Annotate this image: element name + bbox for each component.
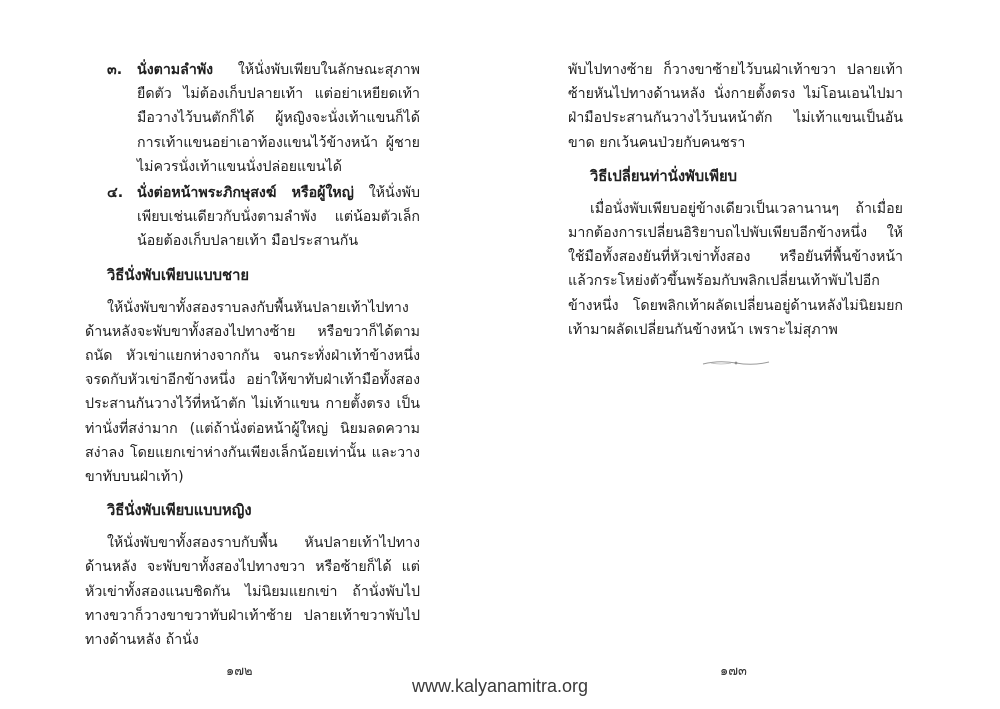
list-item-4 [85, 181, 420, 254]
list-item-3 [85, 58, 420, 179]
divider-ornament [568, 358, 903, 368]
continuation-paragraph: พับไปทางซ้าย ก็วางขาซ้ายไว้บนฝ่าเท้าขวา ปลายเท้าซ้ายหันไปทางด้านหลัง นั่งกายตั้งตรง ไม่โอนเอนไปมา ฝ่ามือประสานกันวางไว้บนหน้าตัก ไม่เท้าแขนเป็นอันขาด ยกเว้นคนป่วยกับคนชรา [568, 62, 903, 151]
page-number-right: ๑๗๓ [720, 664, 747, 679]
section-heading-female: วิธีนั่งพับเพียบแบบหญิง [107, 502, 252, 520]
item-number: ๔. [107, 185, 124, 202]
item-text: ให้นั่งพับเพียบในลักษณะสุภาพ ยืดตัว ไม่ต้องเก็บปลายเท้า แต่อย่าเหยียดเท้า มือวางไว้บนตักก็ได้ ผู้หญิงจะนั่งเท้าแขนก็ได้ การเท้าแขนอย่าเอาท้องแขนไว้ข้างหน้า ผู้ชายไม่ควรนั่งเท้าแขนนั่งปล่อยแขนได้ [137, 62, 420, 175]
section-body-male: ให้นั่งพับขาทั้งสองราบลงกับพื้นหันปลายเท้าไปทางด้านหลังจะพับขาทั้งสองไปทางซ้าย หรือขวาก็ได้ตามถนัด หัวเข่าแยกห่างจากกัน จนกระทั่งฝ่าเท้าข้างหนึ่งจรดกับหัวเข่าอีกข้างหนึ่ง อย่าให้ขาทับฝ่าเท้ามือทั้งสองประสานกันวางไว้ที่หน้าตัก ไม่เท้าแขน กายตั้งตรง เป็นท่านั่งที่สง่ามาก (แต่ถ้านั่งต่อหน้าผู้ใหญ่ นิยมลดความสง่าลง โดยแยกเข่าห่างกันเพียงเล็กน้อยเท่านั้น และวางขาทับบนฝ่าเท้า) [85, 299, 420, 486]
item-heading: นั่งต่อหน้าพระภิกษุสงฆ์ หรือผู้ใหญ่ [137, 185, 354, 202]
page-number-left: ๑๗๒ [226, 664, 253, 679]
footer-url[interactable]: www.kalyanamitra.org [411, 676, 589, 696]
section-heading-change: วิธีเปลี่ยนท่านั่งพับเพียบ [590, 167, 738, 185]
section-body-change: เมื่อนั่งพับเพียบอยู่ข้างเดียวเป็นเวลานานๆ ถ้าเมื่อยมากต้องการเปลี่ยนอิริยาบถไปพับเพียบอีกข้างหนึ่ง ให้ใช้มือทั้งสองยันที่หัวเข่าทั้งสอง หรือยันที่พื้นข้างหน้า แล้วกระโหย่งตัวขึ้นพร้อมกับพลิกเปลี่ยนเท้าพับไปอีกข้างหนึ่ง โดยพลิกเท้าผลัดเปลี่ยนอยู่ด้านหลังไม่นิยมยกเท้ามาผลัดเปลี่ยนกันข้างหน้า เพราะไม่สุภาพ [568, 200, 903, 338]
right-page [568, 58, 903, 368]
section-heading-male: วิธีนั่งพับเพียบแบบชาย [107, 266, 250, 284]
item-number: ๓. [107, 62, 123, 78]
ornament-icon [701, 358, 771, 368]
section-body-female: ให้นั่งพับขาทั้งสองราบกับพื้น หันปลายเท้าไปทางด้านหลัง จะพับขาทั้งสองไปทางขวา หรือซ้ายก็ได้ แต่หัวเข่าทั้งสองแนบชิดกัน ไม่นิยมแยกเข่า ถ้านั่งพับไปทางขวาก็วางขาขวาทับฝ่าเท้าซ้าย ปลายเท้าขวาพับไปทางด้านหลัง ถ้านั่ง [85, 535, 420, 649]
item-heading: นั่งตามลำพัง [137, 62, 214, 78]
item-text: ให้นั่งพับเพียบเช่นเดียวกับนั่งตามลำพัง แต่น้อมตัวเล็กน้อยต้องเก็บปลายเท้า มือประสานกัน [137, 185, 420, 250]
left-page [85, 58, 420, 652]
